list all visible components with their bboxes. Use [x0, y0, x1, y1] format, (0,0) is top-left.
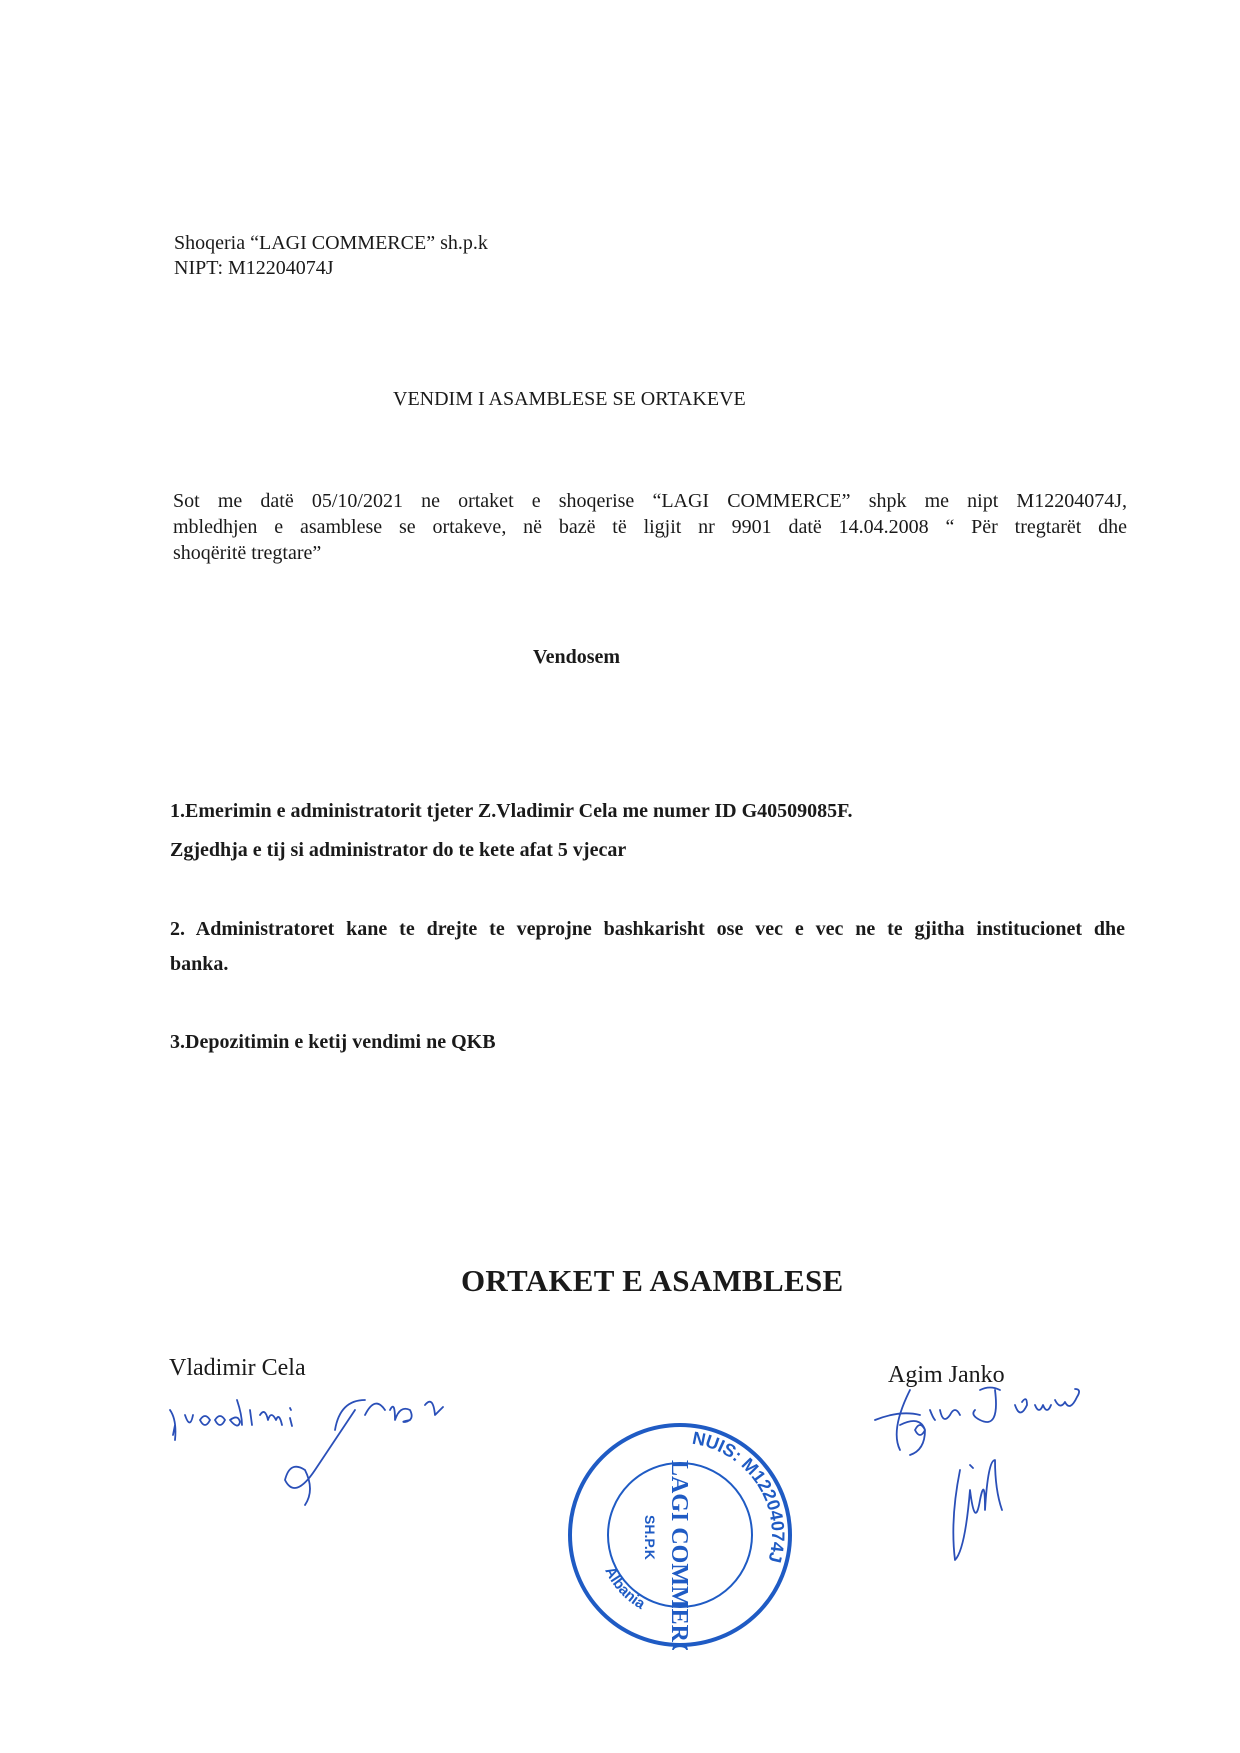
company-nipt: NIPT: M12204074J: [174, 257, 334, 279]
signatures-heading: ORTAKET E ASAMBLESE: [461, 1263, 844, 1298]
intro-line-2: mbledhjen e asamblese se ortakeve, në bazë të ligjit nr 9901 datë 14.04.2008 “ Për tregtarët dhe: [173, 516, 1127, 538]
item-1-line-1: 1.Emerimin e administratorit tjeter Z.Vladimir Cela me numer ID G40509085F.: [170, 800, 853, 822]
stamp-nuis: NUIS: M12204074J: [690, 1427, 789, 1565]
item-2-line-1: 2. Administratoret kane te drejte te veprojne bashkarisht ose vec e vec ne te gjitha institucionet dhe: [170, 918, 1125, 940]
stamp-company: LAGI COMMERCE: [666, 1460, 692, 1650]
stamp-country: Albania: [601, 1563, 648, 1613]
decision-heading: Vendosem: [533, 646, 621, 668]
company-stamp: [565, 1420, 795, 1650]
document-title: VENDIM I ASAMBLESE SE ORTAKEVE: [393, 388, 746, 410]
stamp-type: SH.P.K: [642, 1515, 658, 1560]
item-3-line-1: 3.Depozitimin e ketij vendimi ne QKB: [170, 1031, 496, 1053]
item-2-line-2: banka.: [170, 953, 229, 975]
company-name: Shoqeria “LAGI COMMERCE” sh.p.k: [174, 232, 488, 254]
signature-left: [165, 1380, 475, 1520]
intro-paragraph: [173, 488, 1127, 566]
signatory-right: Agim Janko: [888, 1362, 1005, 1388]
signatory-left: Vladimir Cela: [169, 1355, 306, 1381]
signature-right: [870, 1380, 1180, 1580]
intro-line-1: Sot me datë 05/10/2021 ne ortaket e shoqerise “LAGI COMMERCE” shpk me nipt M12204074J,: [173, 490, 1127, 512]
intro-line-3: shoqëritë tregtare”: [173, 542, 322, 564]
item-1-line-2: Zgjedhja e tij si administrator do te kete afat 5 vjecar: [170, 839, 627, 861]
